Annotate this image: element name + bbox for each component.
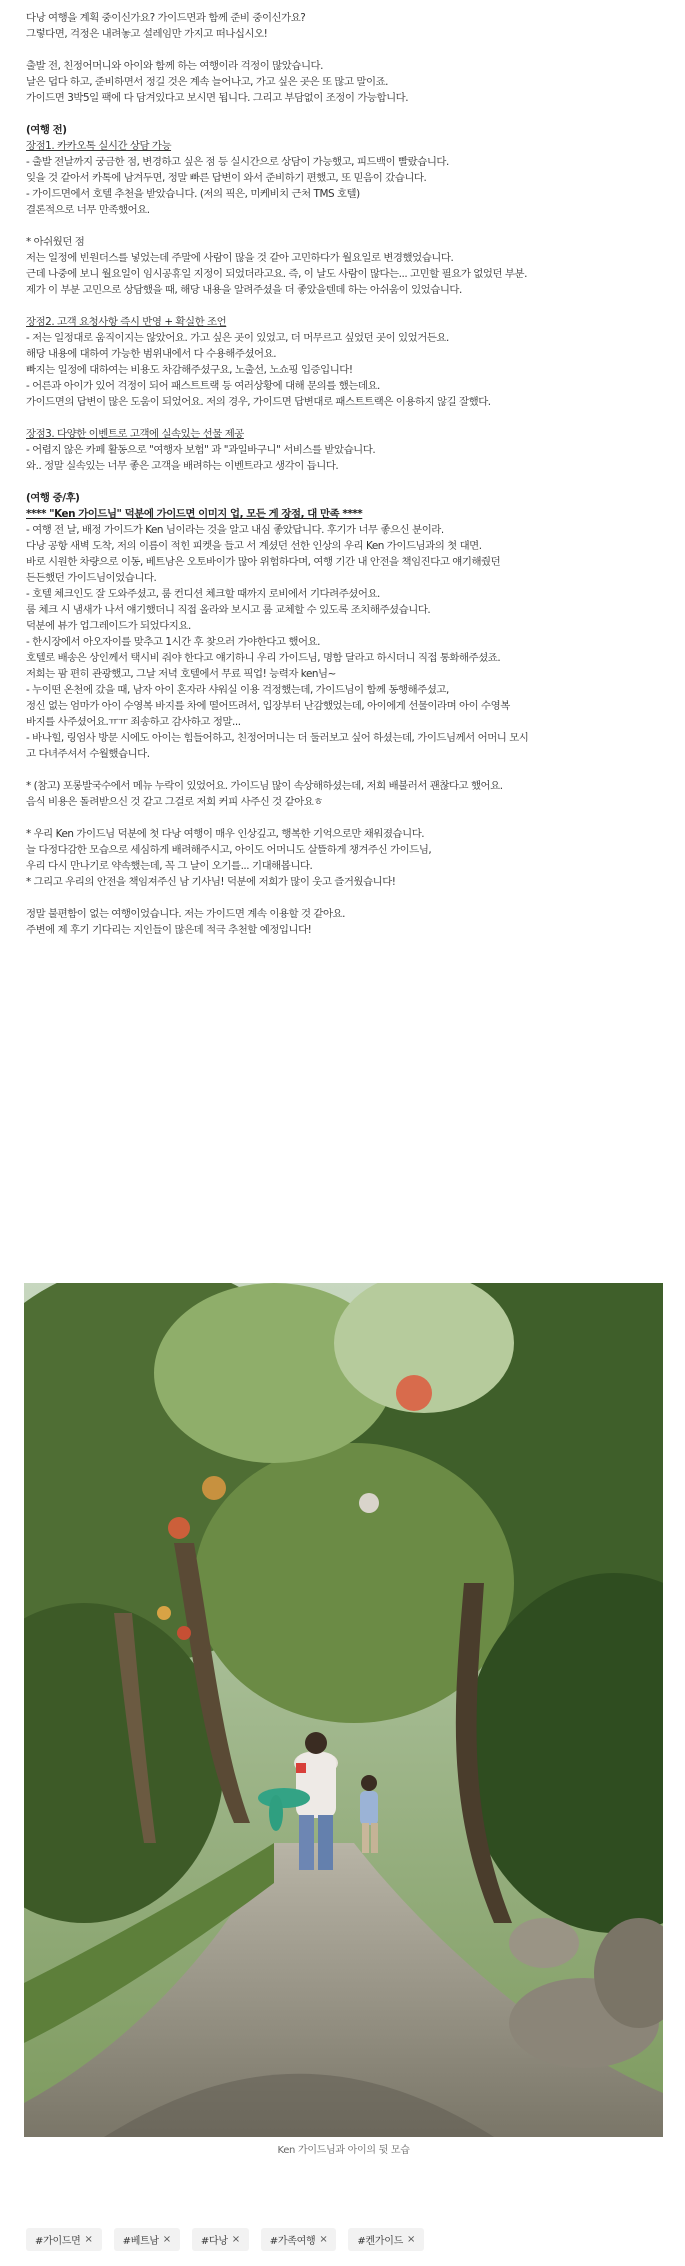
blank-line	[26, 890, 666, 906]
text-line: 우리 다시 만나기로 약속했는데, 꼭 그 날이 오기를... 기대해봅니다.	[26, 860, 313, 872]
text-line: - 출발 전날까지 궁금한 점, 변경하고 싶은 점 등 실시간으로 상담이 가능했고, 피드백이 빨랐습니다.	[26, 156, 449, 168]
text-line: * 아쉬웠던 점	[26, 236, 85, 248]
blank-line	[26, 762, 666, 778]
text-line: 그렇다면, 걱정은 내려놓고 설레임만 가지고 떠나십시오!	[26, 28, 268, 40]
close-icon[interactable]: ×	[162, 2234, 171, 2245]
tag-label: #다낭	[200, 2236, 228, 2247]
tag-label: #켄가이드	[357, 2236, 403, 2247]
text-line: 든든했던 가이드님이었습니다.	[26, 572, 157, 584]
close-icon[interactable]: ×	[84, 2234, 93, 2245]
text-line: - 어렵지 않은 카페 활동으로 "여행자 보험" 과 "과일바구니" 서비스를 받았습니다.	[26, 444, 376, 456]
blank-line	[26, 474, 666, 490]
text-line: 가이드면의 답변이 많은 도움이 되었어요. 저의 경우, 가이드면 답변대로 패스트트랙은 이용하지 않길 잘했다.	[26, 396, 491, 408]
blank-line	[26, 42, 666, 58]
tag-list	[26, 2228, 424, 2251]
text-line: * (참고) 포롱발국수에서 메뉴 누락이 있었어요. 가이드님 많이 속상해하셨는데, 저희 배불러서 괜찮다고 했어요.	[26, 780, 503, 792]
travel-photo	[24, 1283, 663, 2137]
text-line: * 우리 Ken 가이드님 덕분에 첫 다낭 여행이 매우 인상깊고, 행복한 기억으로만 채워졌습니다.	[26, 828, 425, 840]
text-line: 출발 전, 친정어머니와 아이와 함께 하는 여행이라 걱정이 많았습니다.	[26, 60, 323, 72]
text-line: 바로 시원한 차량으로 이동, 베트남은 오토바이가 많아 위험하다며, 여행 기간 내 안전을 책임진다고 얘기해줬던	[26, 556, 501, 568]
text-line: - 누이떤 온천에 갔을 때, 남자 아이 혼자라 샤워실 이용 걱정했는데, 가이드님이 함께 동행해주셨고,	[26, 684, 449, 696]
text-line: (여행 전)	[26, 124, 67, 136]
tag-label: #베트남	[122, 2236, 159, 2247]
tag-label: #가족여행	[269, 2236, 316, 2247]
blank-line	[26, 218, 666, 234]
text-line: 장점1. 카카오톡 실시간 상담 가능	[26, 140, 172, 152]
text-line: 정말 불편함이 없는 여행이었습니다. 저는 가이드면 계속 이용할 것 같아요.	[26, 908, 345, 920]
tag-chip[interactable]	[114, 2228, 180, 2251]
text-line: **** "Ken 가이드님" 덕분에 가이드면 이미지 업, 모든 게 장점, 대 만족 ****	[26, 508, 363, 520]
blank-line	[26, 810, 666, 826]
text-line: 결론적으로 너무 만족했어요.	[26, 204, 150, 216]
text-line: 룸 체크 시 냄새가 나서 얘기했더니 직접 올라와 보시고 룸 교체할 수 있도록 조치해주셨습니다.	[26, 604, 431, 616]
close-icon[interactable]: ×	[231, 2234, 240, 2245]
text-line: 잊을 것 같아서 카톡에 남겨두면, 정말 빠른 답변이 와서 준비하기 편했고, 또 믿음이 갔습니다.	[26, 172, 427, 184]
text-line: 빠지는 일정에 대하여는 비용도 차감해주셨구요, 노출선, 노쇼핑 입증입니다!	[26, 364, 353, 376]
text-line: 와.. 정말 실속있는 너무 좋은 고객을 배려하는 이벤트라고 생각이 듭니다.	[26, 460, 339, 472]
text-line: - 바나힐, 링엄사 방문 시에도 아이는 힘들어하고, 친정어머니는 더 둘러보고 싶어 하셨는데, 가이드님께서 어머니 모시	[26, 732, 529, 744]
text-line: 제가 이 부분 고민으로 상담했을 때, 해당 내용을 알려주셨을 더 좋았을텐데 하는 아쉬움이 있었습니다.	[26, 284, 462, 296]
text-line: (여행 중/후)	[26, 492, 80, 504]
text-line: 장점3. 다양한 이벤트로 고객에 실속있는 선물 제공	[26, 428, 244, 440]
text-line: - 어른과 아이가 있어 걱정이 되어 패스트트랙 등 여러상황에 대해 문의를 했는데요.	[26, 380, 380, 392]
text-line: 저는 일정에 빈원더스를 넣었는데 주말에 사람이 많을 것 같아 고민하다가 월요일로 변경했었습니다.	[26, 252, 454, 264]
text-line: 바지를 사주셨어요.ㅠㅠ 죄송하고 감사하고 정말...	[26, 716, 241, 728]
text-line: 주변에 제 후기 기다리는 지인들이 많은데 적극 추천할 예정입니다!	[26, 924, 312, 936]
text-line: 다낭 여행을 계획 중이신가요? 가이드면과 함께 준비 중이신가요?	[26, 12, 306, 24]
close-icon[interactable]: ×	[319, 2234, 328, 2245]
text-line: 호텔로 배송은 상인께서 택시비 줘야 한다고 얘기하니 우리 가이드님, 명함 달라고 하시더니 직접 통화해주셨죠.	[26, 652, 501, 664]
text-line: 음식 비용은 돌려받으신 것 같고 그걸로 저희 커피 사주신 것 같아요ㅎ	[26, 796, 323, 808]
blank-line	[26, 410, 666, 426]
blank-line	[26, 106, 666, 122]
tag-chip[interactable]	[192, 2228, 249, 2251]
text-line: - 호텔 체크인도 잘 도와주셨고, 룸 컨디션 체크할 때까지 로비에서 기다려주셨어요.	[26, 588, 380, 600]
text-line: * 그리고 우리의 안전을 책임져주신 남 기사님! 덕분에 저희가 많이 웃고 즐거웠습니다!	[26, 876, 396, 888]
tag-chip[interactable]	[348, 2228, 424, 2251]
blank-line	[26, 298, 666, 314]
close-icon[interactable]: ×	[406, 2234, 416, 2245]
review-body	[26, 10, 666, 938]
tag-label: #가이드면	[35, 2236, 81, 2247]
text-line: 근데 나중에 보니 월요일이 임시공휴일 지정이 되었더라고요. 즉, 이 날도 사람이 많다는... 고민할 필요가 없었던 부분.	[26, 268, 527, 280]
text-line: 고 다녀주셔서 수월했습니다.	[26, 748, 150, 760]
text-line: - 가이드면에서 호텔 추천을 받았습니다. (저의 픽은, 미케비치 근처 TMS 호텔)	[26, 188, 360, 200]
text-line: - 한시장에서 아오자이를 맞추고 1시간 후 찾으러 가야한다고 했어요.	[26, 636, 320, 648]
text-line: 해당 내용에 대하여 가능한 범위내에서 다 수용해주셨어요.	[26, 348, 277, 360]
text-line: 장점2. 고객 요청사항 즉시 반영 + 확실한 조언	[26, 316, 227, 328]
text-line: 정신 없는 엄마가 아이 수영복 바지를 차에 떨어뜨려서, 입장부터 난감했었는데, 아이에게 선물이라며 아이 수영복	[26, 700, 510, 712]
text-line: 다낭 공항 새벽 도착, 저의 이름이 적힌 피켓을 들고 서 계셨던 선한 인상의 우리 Ken 가이드님과의 첫 대면.	[26, 540, 482, 552]
text-line: - 저는 일정대로 움직이지는 않았어요. 가고 싶은 곳이 있었고, 더 머무르고 싶었던 곳이 있었거든요.	[26, 332, 449, 344]
text-line: - 여행 전 날, 배정 가이드가 Ken 님이라는 것을 알고 내심 좋았답니다. 후기가 너무 좋으신 분이라.	[26, 524, 444, 536]
text-line: 가이드면 3박5일 팩에 다 담겨있다고 보시면 됩니다. 그리고 부담없이 조정이 가능합니다.	[26, 92, 409, 104]
tag-chip[interactable]	[261, 2228, 337, 2251]
text-line: 날은 덥다 하고, 준비하면서 정길 것은 계속 늘어나고, 가고 싶은 곳은 또 많고 말이죠.	[26, 76, 389, 88]
text-line: 덕분에 뷰가 업그레이드가 되었다지요.	[26, 620, 191, 632]
photo-caption: Ken 가이드님과 아이의 뒷 모습	[277, 2145, 410, 2156]
tag-chip[interactable]	[26, 2228, 102, 2251]
text-line: 저희는 팜 편히 관광했고, 그날 저녁 호텔에서 무료 픽업! 능력자 ken님~	[26, 668, 336, 680]
text-line: 늘 다정다감한 모습으로 세심하게 배려해주시고, 아이도 어머니도 살뜰하게 챙겨주신 가이드님,	[26, 844, 432, 856]
